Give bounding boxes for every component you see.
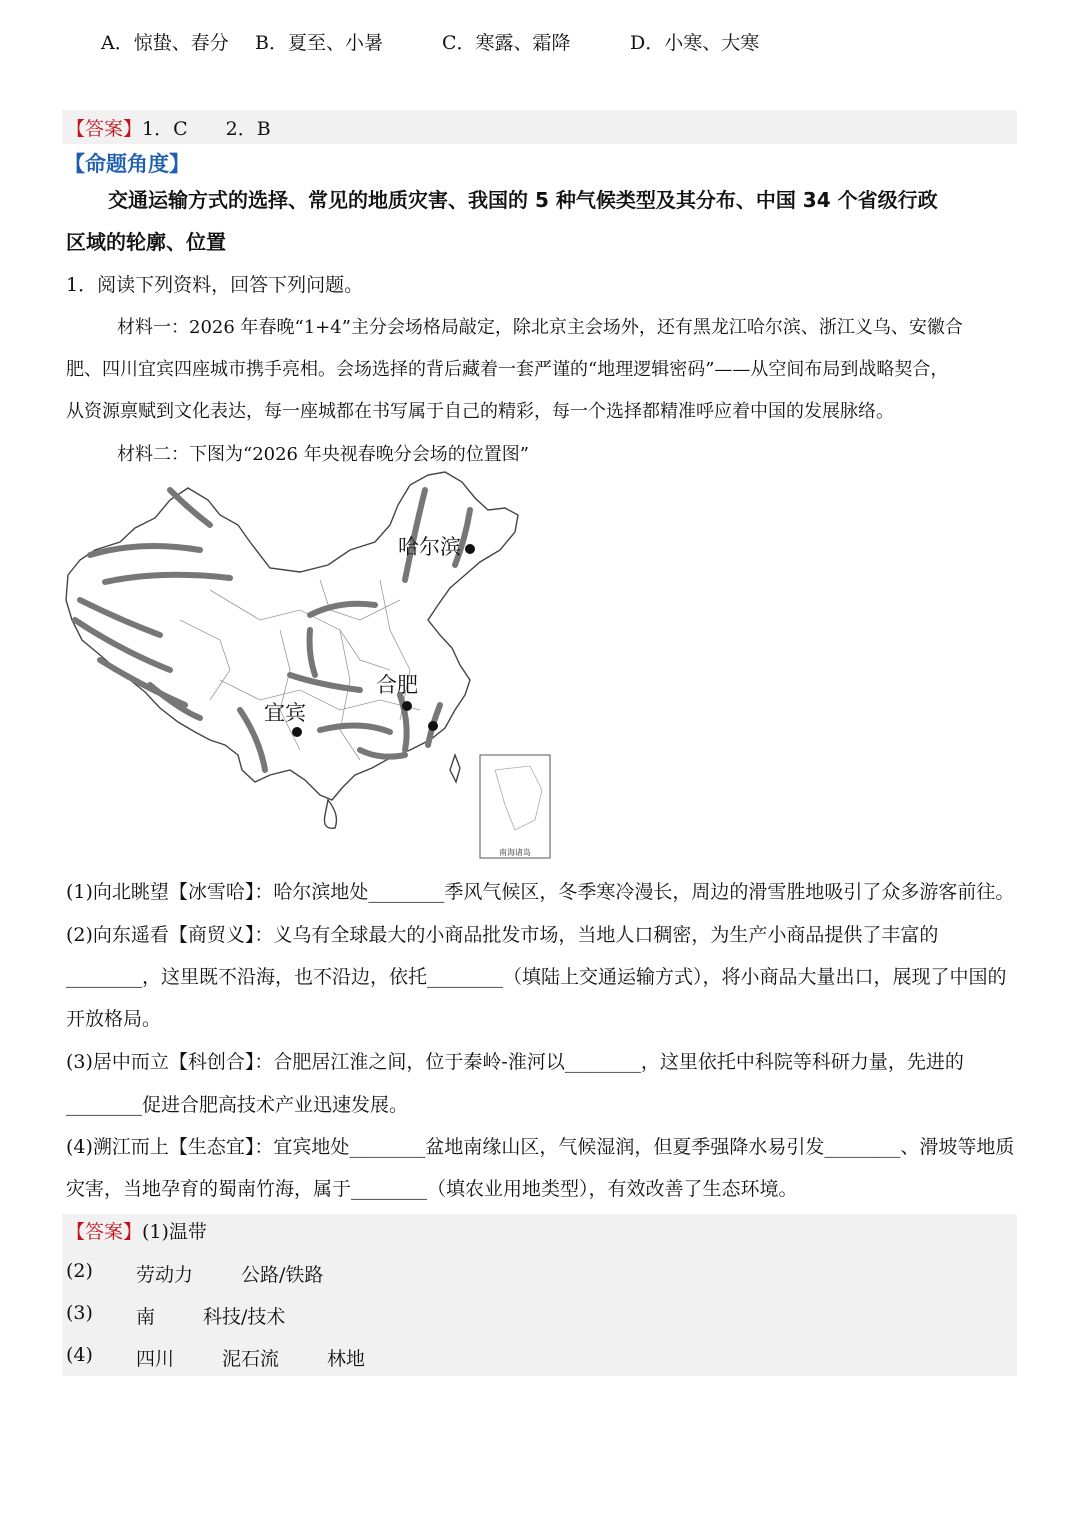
- answer2-tag: 【答案】: [66, 1221, 143, 1243]
- answer2-r4-b: 泥石流: [222, 1348, 280, 1370]
- answer2-r2-b: 公路/铁路: [241, 1264, 324, 1286]
- answer2-row-3: [0, 1302, 1080, 1332]
- answer-line-1: [66, 114, 271, 141]
- answer2-r3-num: (3): [66, 1302, 93, 1324]
- subq-1: (1)向北眺望【冰雪哈】：哈尔滨地处________季风气候区，冬季寒冷漫长，周边的滑雪胜地吸引了众多游客前往。: [66, 881, 1015, 903]
- question-intro: 1．阅读下列资料，回答下列问题。: [66, 274, 364, 296]
- option-c: C．寒露、霜降: [442, 32, 571, 54]
- material1-line3: 从资源禀赋到文化表达，每一座城都在书写属于自己的精彩，每一个选择都精准呼应着中国的发展脉络。: [66, 401, 894, 422]
- material2: 材料二：下图为“2026 年央视春晚分会场的位置图”: [117, 444, 529, 465]
- option-d: D．小寒、大寒: [630, 32, 760, 54]
- answer2-r1: (1)温带: [142, 1221, 207, 1243]
- material1-line2: 肥、四川宜宾四座城市携手亮相。会场选择的背后藏着一套严谨的“地理逻辑密码”——从空间布局到战略契合，: [66, 359, 949, 380]
- subq-3-line1: (3)居中而立【科创合】：合肥居江淮之间，位于秦岭-淮河以________，这里依托中科院等科研力量，先进的: [66, 1051, 964, 1073]
- south-china-sea-inset: [480, 755, 550, 858]
- yibin-label: 宜宾: [264, 701, 306, 725]
- china-outline: [66, 472, 518, 828]
- answer2-row-1: [66, 1217, 207, 1244]
- answer2-r3-a: 南: [136, 1306, 156, 1328]
- answer2-r2-num: (2): [66, 1260, 93, 1282]
- china-map: [60, 470, 560, 865]
- topic-line-2: 区域的轮廓、位置: [66, 230, 226, 254]
- answer2-r2-a: 劳动力: [136, 1264, 194, 1286]
- answer-tag: 【答案】: [66, 118, 143, 140]
- subq-4-line1: (4)溯江而上【生态宜】：宜宾地处________盆地南缘山区，气候湿润，但夏季强降水易引发________、滑坡等地质: [66, 1136, 1015, 1158]
- option-b: B．夏至、小暑: [255, 32, 383, 54]
- yiwu-marker: [428, 721, 438, 731]
- answer2-r4-a: 四川: [136, 1348, 175, 1370]
- topic-line-1: 交通运输方式的选择、常见的地质灾害、我国的 5 种气候类型及其分布、中国 34 个省级行政: [108, 188, 938, 212]
- material1-line1: 材料一：2026 年春晚“1+4”主分会场格局敲定，除北京主会场外，还有黑龙江哈尔滨、浙江义乌、安徽合: [117, 317, 963, 338]
- subq-2-line3: 开放格局。: [66, 1008, 162, 1030]
- subq-4-line2: 灾害，当地孕育的蜀南竹海，属于________（填农业用地类型），有效改善了生态环境。: [66, 1178, 798, 1200]
- answer2-r3-b: 科技/技术: [203, 1306, 286, 1328]
- mountain-ranges: [75, 490, 470, 770]
- city-yibin: [264, 701, 306, 737]
- inset-label: 南海诸岛: [499, 848, 531, 857]
- yibin-marker: [292, 727, 302, 737]
- hefei-label: 合肥: [376, 673, 418, 697]
- answer-text: 1．C 2．B: [142, 118, 271, 140]
- answer2-r4-c: 林地: [327, 1348, 366, 1370]
- answer2-r4-num: (4): [66, 1344, 93, 1366]
- subq-2-line2: ________，这里既不沿海，也不沿边，依托________（填陆上交通运输方式），将小商品大量出口，展现了中国的: [66, 966, 1007, 988]
- answer2-row-4: [0, 1344, 1080, 1374]
- option-a: A．惊蛰、春分: [101, 32, 229, 54]
- subq-3-line2: ________促进合肥高技术产业迅速发展。: [66, 1094, 409, 1116]
- topic-heading: 【命题角度】: [64, 152, 190, 176]
- hefei-marker: [402, 701, 412, 711]
- answer2-row-2: [0, 1260, 1080, 1290]
- harbin-label: 哈尔滨: [398, 535, 461, 559]
- city-hefei: [376, 673, 418, 711]
- subq-2-line1: (2)向东遥看【商贸义】：义乌有全球最大的小商品批发市场，当地人口稠密，为生产小商品提供了丰富的: [66, 924, 939, 946]
- harbin-marker: [465, 544, 475, 554]
